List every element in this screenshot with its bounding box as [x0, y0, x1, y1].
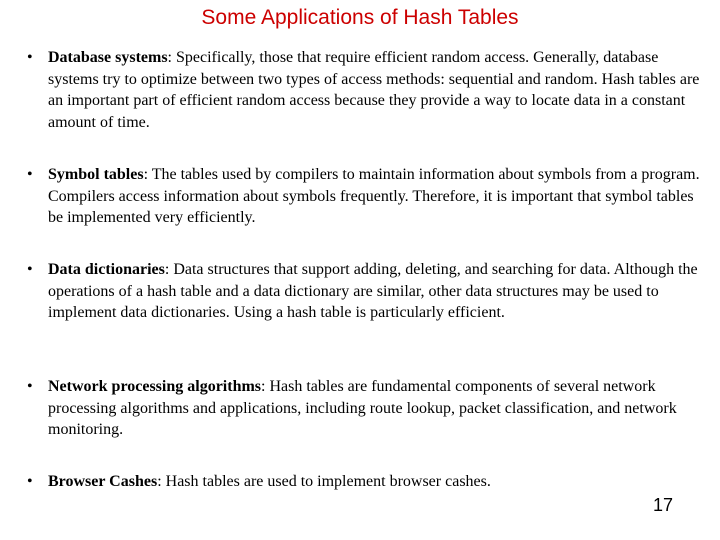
- bullet-term: Symbol tables: [48, 166, 144, 183]
- bullet-term: Browser Cashes: [48, 473, 158, 490]
- bullet-text: [48, 47, 705, 133]
- bullet-icon: •: [27, 473, 33, 490]
- bullet-description: : Data structures that support adding, deleting, and searching for data. Although the operations of a hash table and a data dictionary are similar, other data structures may be used to implement data dictionaries. Using a hash table is particularly efficient.: [48, 261, 698, 321]
- bullet-icon: •: [27, 166, 33, 183]
- bullet-text: [48, 376, 705, 441]
- bullet-text: [48, 259, 705, 324]
- bullet-icon: •: [27, 49, 33, 66]
- bullet-description: : Hash tables are used to implement browser cashes.: [157, 473, 491, 490]
- bullet-description: : Specifically, those that require efficient random access. Generally, database systems try to optimize between two types of access methods: sequential and random. Hash tables are an important part of efficient random access because they provide a way to locate data in a constant amount of time.: [48, 49, 700, 131]
- bullet-term: Data dictionaries: [48, 261, 165, 278]
- bullet-icon: •: [27, 378, 33, 395]
- bullet-description: : Hash tables are fundamental components of several network processing algorithms and applications, including route lookup, packet classification, and network monitoring.: [48, 378, 677, 438]
- bullet-text: [48, 471, 705, 493]
- bullet-term: Network processing algorithms: [48, 378, 262, 395]
- bullet-icon: •: [27, 261, 33, 278]
- bullet-text: [48, 164, 705, 229]
- bullet-term: Database systems: [48, 49, 168, 66]
- page-number: 17: [653, 495, 674, 515]
- slide-title: Some Applications of Hash Tables: [201, 6, 519, 29]
- bullet-description: : The tables used by compilers to maintain information about symbols from a program. Compilers access information about symbols frequently. Therefore, it is important that symbol tables be implemented very efficiently.: [48, 166, 700, 226]
